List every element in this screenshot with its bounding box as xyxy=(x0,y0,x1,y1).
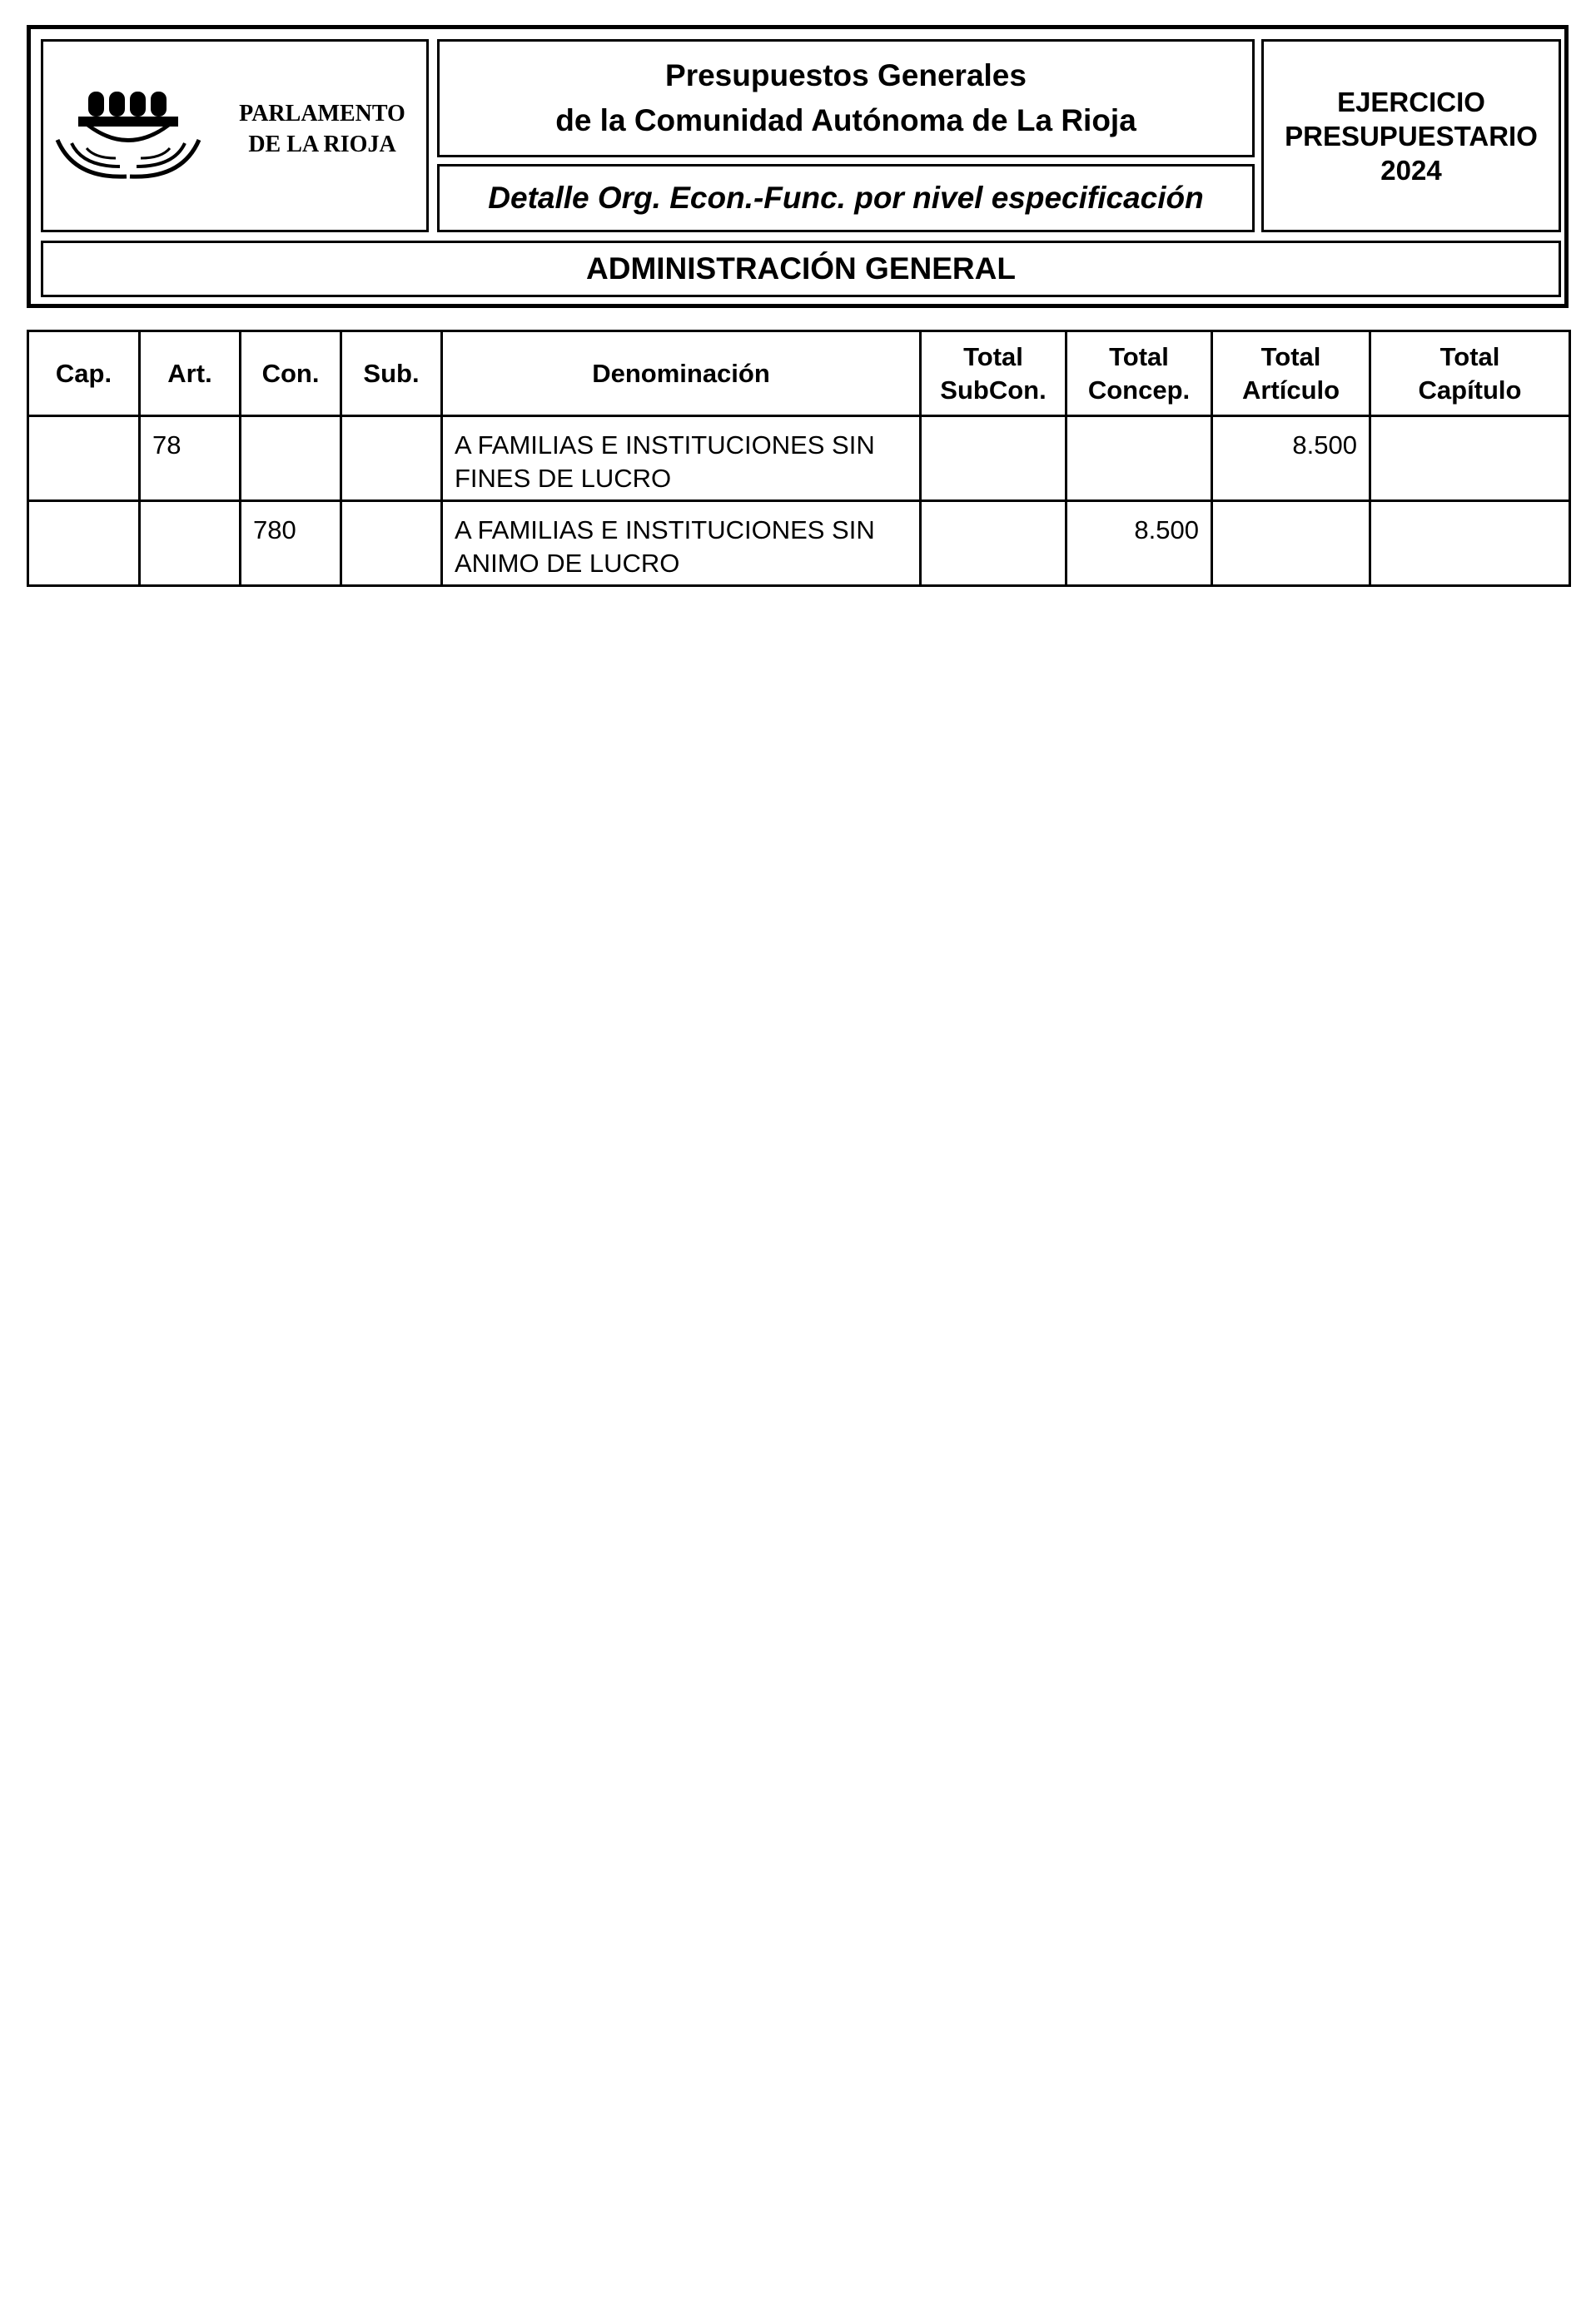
denominacion-line-1: A FAMILIAS E INSTITUCIONES SIN xyxy=(455,430,875,460)
cell-total-capitulo xyxy=(1370,501,1570,586)
section-text: ADMINISTRACIÓN GENERAL xyxy=(586,251,1016,286)
document-title xyxy=(437,39,1255,157)
table-header-row xyxy=(28,331,1570,416)
denominacion-line-2: ANIMO DE LUCRO xyxy=(455,549,680,578)
title-line-2: de la Comunidad Autónoma de La Rioja xyxy=(555,103,1136,137)
cell-total-concep: 8.500 xyxy=(1066,501,1212,586)
col-header-art: Art. xyxy=(140,331,241,416)
logo-line-2: DE LA RIOJA xyxy=(248,132,396,157)
cell-sub xyxy=(341,501,442,586)
document-header xyxy=(27,25,1569,308)
cell-denominacion xyxy=(442,501,921,586)
cell-total-articulo xyxy=(1212,501,1370,586)
year-value: 2024 xyxy=(1380,154,1442,186)
col-header-total-subcon-l1: Total xyxy=(963,341,1023,371)
table-row xyxy=(28,416,1570,501)
col-header-total-subcon-l2: SubCon. xyxy=(940,375,1047,405)
title-line-1: Presupuestos Generales xyxy=(665,58,1027,92)
cell-art: 78 xyxy=(140,416,241,501)
col-header-total-articulo-l2: Artículo xyxy=(1241,375,1340,405)
cell-total-capitulo xyxy=(1370,416,1570,501)
cell-total-concep xyxy=(1066,416,1212,501)
cell-cap xyxy=(28,501,140,586)
year-line-2: PRESUPUESTARIO xyxy=(1285,120,1538,152)
col-header-total-concep-l1: Total xyxy=(1109,341,1169,371)
denominacion-line-1: A FAMILIAS E INSTITUCIONES SIN xyxy=(455,515,875,544)
col-header-total-articulo-l1: Total xyxy=(1260,341,1321,371)
cell-total-subcon xyxy=(921,501,1066,586)
year-line-1: EJERCICIO xyxy=(1337,86,1485,117)
logo-text xyxy=(222,98,422,160)
col-header-total-concep-l2: Concep. xyxy=(1087,375,1191,405)
col-header-con: Con. xyxy=(241,331,341,416)
cell-con: 780 xyxy=(241,501,341,586)
section-title xyxy=(41,241,1561,297)
subtitle-text: Detalle Org. Econ.-Func. por nivel especificación xyxy=(488,181,1204,215)
document-subtitle xyxy=(437,164,1255,232)
parliament-logo-icon xyxy=(53,75,211,200)
col-header-denominacion: Denominación xyxy=(442,331,921,416)
denominacion-line-2: FINES DE LUCRO xyxy=(455,464,672,493)
col-header-sub: Sub. xyxy=(341,331,442,416)
fiscal-year-box xyxy=(1261,39,1561,232)
col-header-total-capitulo-l1: Total xyxy=(1439,341,1500,371)
cell-con xyxy=(241,416,341,501)
col-header-total-subcon xyxy=(921,331,1066,416)
cell-total-subcon xyxy=(921,416,1066,501)
col-header-total-concep xyxy=(1066,331,1212,416)
cell-denominacion xyxy=(442,416,921,501)
cell-total-articulo: 8.500 xyxy=(1212,416,1370,501)
cell-art xyxy=(140,501,241,586)
col-header-total-capitulo-l2: Capítulo xyxy=(1418,375,1522,405)
cell-cap xyxy=(28,416,140,501)
logo-box xyxy=(41,39,429,232)
col-header-cap: Cap. xyxy=(28,331,140,416)
col-header-total-articulo xyxy=(1212,331,1370,416)
budget-table xyxy=(27,330,1571,587)
col-header-total-capitulo xyxy=(1370,331,1570,416)
table-row xyxy=(28,501,1570,586)
cell-sub xyxy=(341,416,442,501)
logo-line-1: PARLAMENTO xyxy=(239,101,405,127)
